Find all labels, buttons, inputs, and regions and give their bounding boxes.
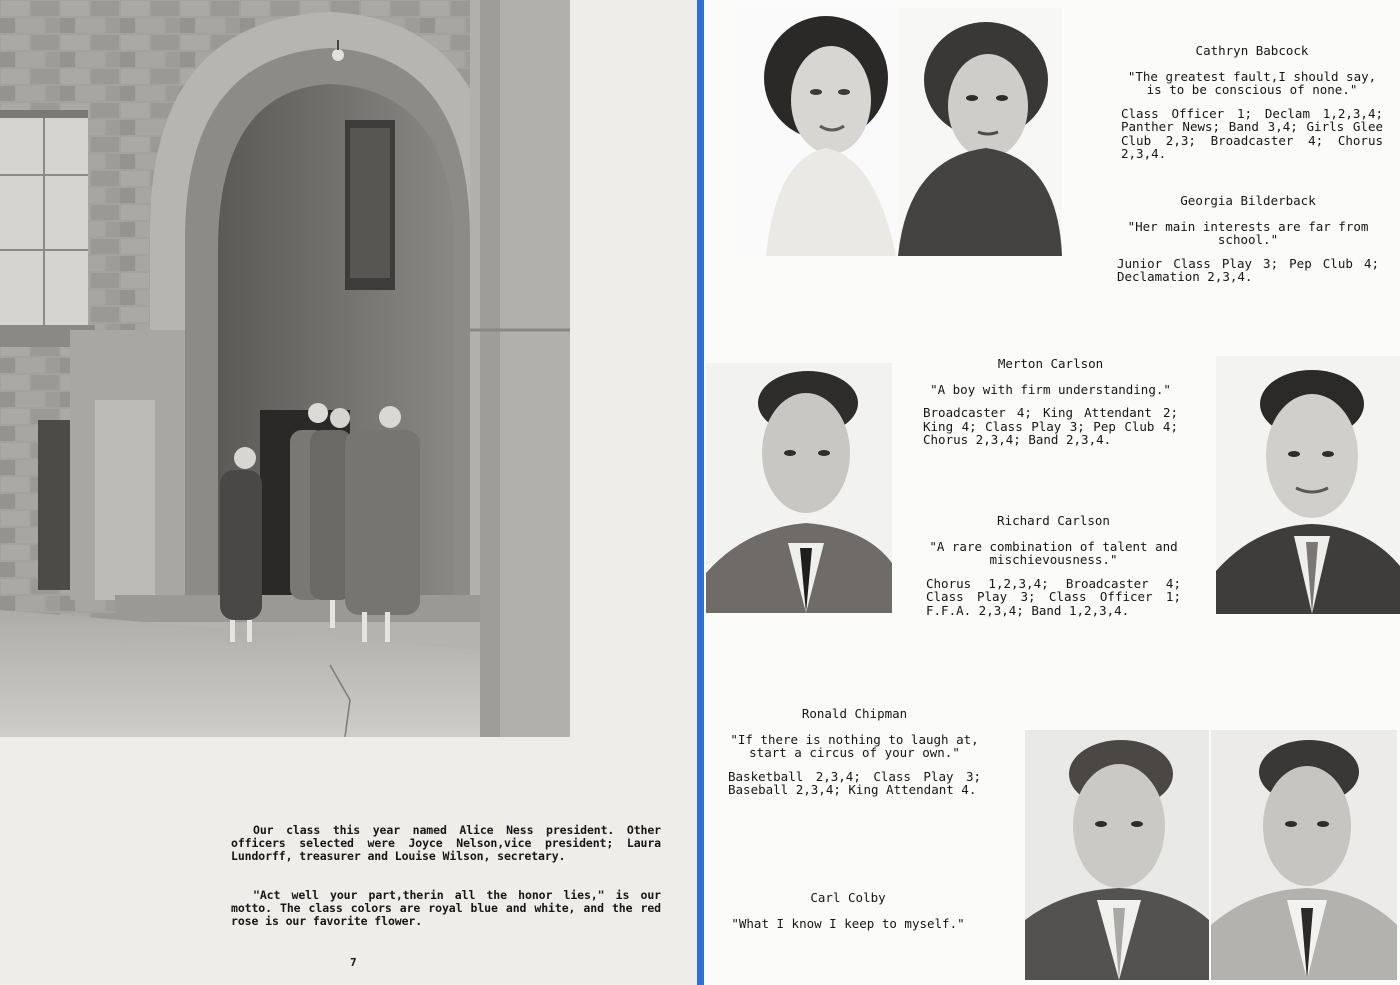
bio-merton-carlson	[923, 357, 1178, 447]
bio-ronald-chipman	[728, 707, 981, 797]
right-page	[704, 0, 1400, 985]
bio-carl-colby	[726, 891, 970, 940]
portrait-cathryn-babcock	[736, 8, 898, 256]
student-activities: Chorus 1,2,3,4; Broadcaster 4; Class Play 3; Class Officer 1; F.F.A. 2,3,4; Band 1,2,3,4.	[926, 575, 1181, 618]
portrait-richard-carlson	[1216, 356, 1400, 614]
student-name: Georgia Bilderback	[1180, 193, 1316, 208]
left-page	[0, 0, 697, 985]
student-name: Carl Colby	[810, 890, 886, 905]
portrait-merton-carlson	[706, 363, 892, 613]
student-activities: Basketball 2,3,4; Class Play 3; Baseball 2,3,4; King Attendant 4.	[728, 768, 981, 797]
student-name: Merton Carlson	[997, 356, 1104, 371]
school-entrance-photo	[0, 0, 570, 737]
portrait-carl-colby	[1211, 730, 1397, 980]
student-name: Ronald Chipman	[801, 706, 908, 721]
page-number: 7	[350, 956, 357, 969]
student-quote: "If there is nothing to laugh at, start a circus of your own."	[730, 731, 979, 760]
portrait-ronald-chipman	[1025, 730, 1209, 980]
class-officers-caption	[231, 798, 668, 954]
student-activities: Broadcaster 4; King Attendant 2; King 4; Class Play 3; Pep Club 4; Chorus 2,3,4; Band 2,3,4.	[923, 405, 1178, 447]
caption-paragraph-1: Our class this year named Alice Ness president. Other officers selected were Joyce Nelson,vice president; Laura Lundorff, treasurer and Louise Wilson, secretary.	[231, 823, 668, 863]
school-entrance-illustration	[0, 0, 570, 737]
student-quote: "Her main interests are far from school."	[1127, 218, 1369, 247]
student-quote: "A rare combination of talent and mischievousness."	[929, 538, 1178, 567]
portrait-georgia-bilderback	[898, 8, 1062, 256]
caption-paragraph-2: "Act well your part,therin all the honor lies," is our motto. The class colors are royal blue and white, and the red rose is our favorite flower.	[231, 888, 668, 928]
bio-richard-carlson	[926, 514, 1181, 617]
student-name: Cathryn Babcock	[1195, 43, 1309, 58]
student-activities: Junior Class Play 3; Pep Club 4; Declamation 2,3,4.	[1117, 255, 1379, 284]
student-quote: "A boy with firm understanding."	[930, 381, 1171, 397]
bio-cathryn-babcock	[1121, 44, 1383, 161]
student-activities: Class Officer 1; Declam 1,2,3,4; Panther News; Band 3,4; Girls Glee Club 2,3; Broadcaster 4; Chorus 2,3,4.	[1121, 105, 1383, 161]
student-quote: "The greatest fault,I should say, is to be conscious of none."	[1127, 68, 1377, 97]
student-quote: "What I know I keep to myself."	[731, 915, 965, 931]
student-name: Richard Carlson	[997, 513, 1110, 528]
bio-georgia-bilderback	[1117, 194, 1379, 284]
